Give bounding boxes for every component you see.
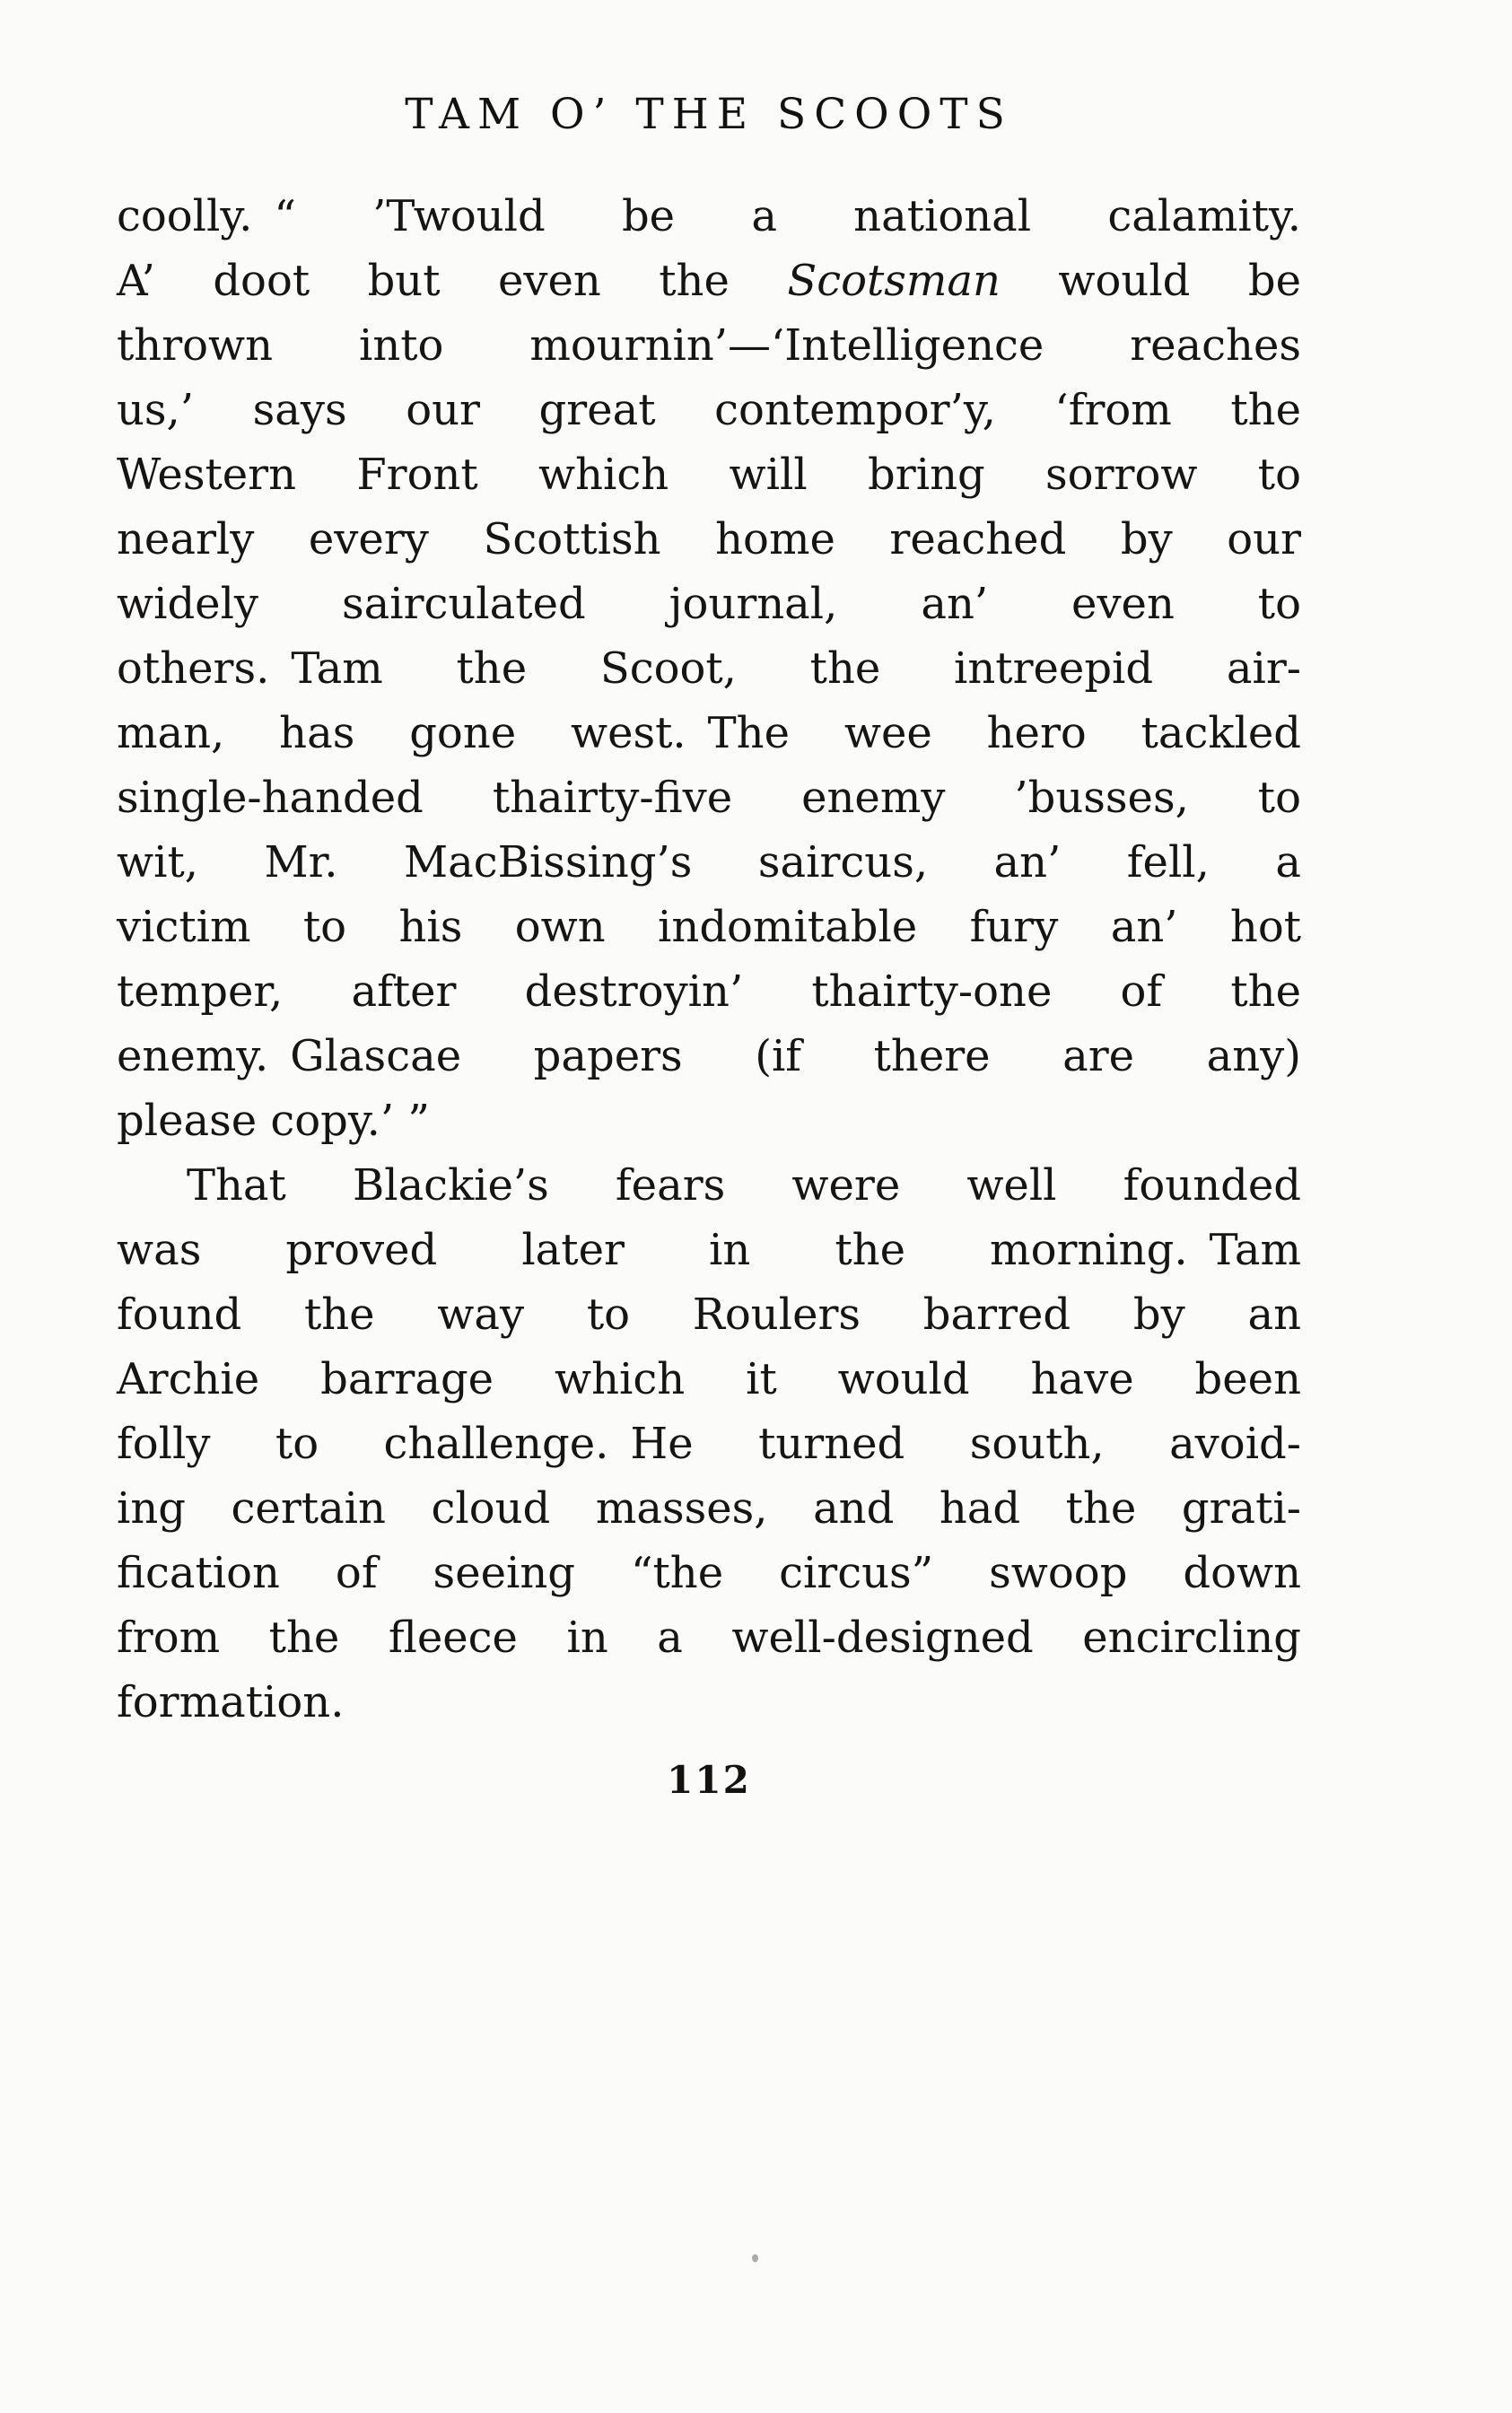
paragraph-2 (117, 1153, 1301, 1735)
text-line: formation. (117, 1677, 345, 1727)
text-line: from the fleece in a well-designed encircling (117, 1613, 1301, 1663)
text-line: That Blackie’s fears were well founded (187, 1160, 1301, 1211)
text-line: others. Tam the Scoot, the intreepid air- (117, 643, 1301, 694)
text-line: Western Front which will bring sorrow to (117, 450, 1301, 500)
text-segment: would be (1058, 256, 1301, 306)
text-line: enemy. Glascae papers (if there are any) (117, 1031, 1301, 1081)
text-line: was proved later in the morning. Tam (117, 1225, 1301, 1275)
running-header-title: TAM O’ THE SCOOTS (405, 90, 1013, 139)
text-line: temper, after destroyin’ thairty-one of the (117, 966, 1301, 1017)
text-line: wit, Mr. MacBissing’s saircus, an’ fell, a (117, 837, 1301, 887)
scan-artifact-dot (752, 2254, 758, 2262)
text-line: ing certain cloud masses, and had the grati- (117, 1483, 1301, 1534)
text-line: fication of seeing “the circus” swoop down (117, 1548, 1301, 1598)
text-line (117, 249, 1301, 313)
italic-book-title: Scotsman (787, 256, 1001, 306)
text-line: nearly every Scottish home reached by our (117, 514, 1301, 564)
text-line: man, has gone west. The wee hero tackled (117, 708, 1301, 758)
text-line: coolly. “ ’Twould be a national calamity. (117, 191, 1301, 241)
page-body-text (117, 184, 1301, 1735)
text-line: found the way to Roulers barred by an (117, 1290, 1301, 1340)
text-line: folly to challenge. He turned south, avoid- (117, 1419, 1301, 1469)
text-line: us,’ says our great contempor’y, ‘from the (117, 385, 1301, 435)
text-line: widely sairculated journal, an’ even to (117, 579, 1301, 629)
paragraph-1 (117, 184, 1301, 1153)
text-segment: A’ doot but even the (117, 256, 730, 306)
page-number: 112 (667, 1758, 751, 1802)
text-line: Archie barrage which it would have been (117, 1354, 1301, 1404)
text-line: thrown into mournin’—‘Intelligence reaches (117, 320, 1301, 371)
text-line: single-handed thairty-five enemy ’busses, to (117, 773, 1301, 823)
text-line: victim to his own indomitable fury an’ hot (117, 902, 1301, 952)
text-line: please copy.’ ” (117, 1096, 430, 1146)
